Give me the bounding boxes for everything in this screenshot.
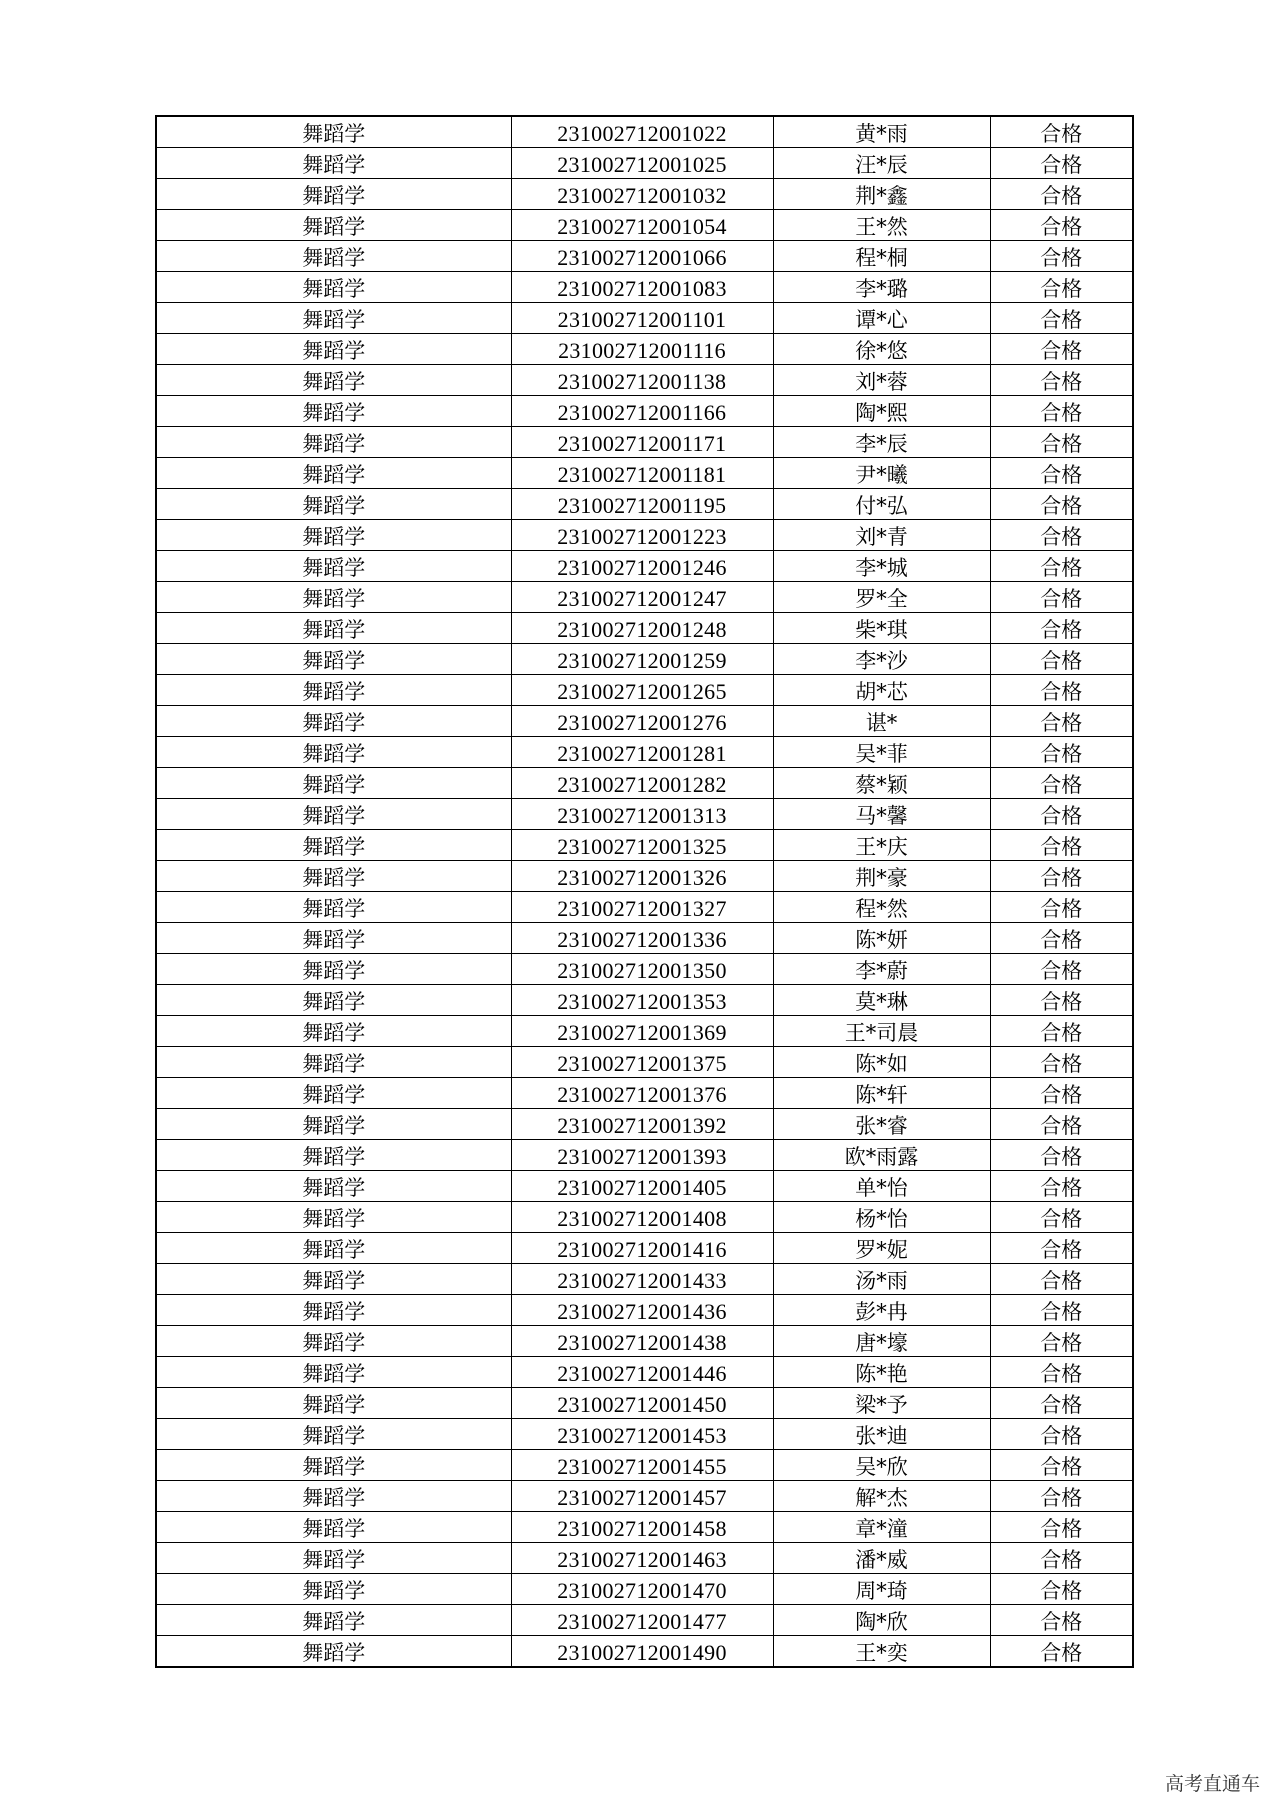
major-cell: 舞蹈学 xyxy=(156,1605,511,1636)
candidate-id-cell: 231002712001259 xyxy=(511,644,773,675)
major-cell: 舞蹈学 xyxy=(156,1388,511,1419)
candidate-id-cell: 231002712001166 xyxy=(511,396,773,427)
name-cell: 彭*冉 xyxy=(773,1295,990,1326)
candidate-id-cell: 231002712001066 xyxy=(511,241,773,272)
name-cell: 荆*鑫 xyxy=(773,179,990,210)
table-row xyxy=(156,365,1133,396)
name-cell: 陈*如 xyxy=(773,1047,990,1078)
name-cell: 程*桐 xyxy=(773,241,990,272)
candidate-id-cell: 231002712001393 xyxy=(511,1140,773,1171)
major-cell: 舞蹈学 xyxy=(156,1636,511,1668)
result-cell: 合格 xyxy=(990,1326,1133,1357)
table-row xyxy=(156,427,1133,458)
table-row xyxy=(156,1295,1133,1326)
result-cell: 合格 xyxy=(990,644,1133,675)
table-row xyxy=(156,1419,1133,1450)
candidate-id-cell: 231002712001223 xyxy=(511,520,773,551)
major-cell: 舞蹈学 xyxy=(156,675,511,706)
name-cell: 刘*青 xyxy=(773,520,990,551)
table-row xyxy=(156,1047,1133,1078)
result-cell: 合格 xyxy=(990,1574,1133,1605)
major-cell: 舞蹈学 xyxy=(156,1357,511,1388)
candidate-id-cell: 231002712001276 xyxy=(511,706,773,737)
candidate-id-cell: 231002712001405 xyxy=(511,1171,773,1202)
major-cell: 舞蹈学 xyxy=(156,458,511,489)
table-row xyxy=(156,768,1133,799)
name-cell: 汪*辰 xyxy=(773,148,990,179)
result-cell: 合格 xyxy=(990,768,1133,799)
name-cell: 马*馨 xyxy=(773,799,990,830)
result-cell: 合格 xyxy=(990,427,1133,458)
name-cell: 李*城 xyxy=(773,551,990,582)
table-row xyxy=(156,116,1133,148)
result-cell: 合格 xyxy=(990,1512,1133,1543)
result-cell: 合格 xyxy=(990,116,1133,148)
major-cell: 舞蹈学 xyxy=(156,365,511,396)
result-cell: 合格 xyxy=(990,458,1133,489)
name-cell: 章*潼 xyxy=(773,1512,990,1543)
table-row xyxy=(156,1202,1133,1233)
table-row xyxy=(156,1512,1133,1543)
major-cell: 舞蹈学 xyxy=(156,582,511,613)
table-row xyxy=(156,954,1133,985)
table-row xyxy=(156,396,1133,427)
name-cell: 陈*妍 xyxy=(773,923,990,954)
result-cell: 合格 xyxy=(990,1233,1133,1264)
candidate-id-cell: 231002712001458 xyxy=(511,1512,773,1543)
major-cell: 舞蹈学 xyxy=(156,427,511,458)
major-cell: 舞蹈学 xyxy=(156,1450,511,1481)
candidate-id-cell: 231002712001101 xyxy=(511,303,773,334)
major-cell: 舞蹈学 xyxy=(156,1543,511,1574)
candidate-id-cell: 231002712001416 xyxy=(511,1233,773,1264)
result-cell: 合格 xyxy=(990,1109,1133,1140)
name-cell: 唐*壕 xyxy=(773,1326,990,1357)
table-row xyxy=(156,613,1133,644)
result-cell: 合格 xyxy=(990,799,1133,830)
candidate-id-cell: 231002712001181 xyxy=(511,458,773,489)
name-cell: 罗*全 xyxy=(773,582,990,613)
major-cell: 舞蹈学 xyxy=(156,892,511,923)
result-cell: 合格 xyxy=(990,1047,1133,1078)
table-row xyxy=(156,334,1133,365)
name-cell: 尹*曦 xyxy=(773,458,990,489)
table-row xyxy=(156,1450,1133,1481)
candidate-id-cell: 231002712001369 xyxy=(511,1016,773,1047)
name-cell: 蔡*颖 xyxy=(773,768,990,799)
candidate-id-cell: 231002712001438 xyxy=(511,1326,773,1357)
candidate-id-cell: 231002712001450 xyxy=(511,1388,773,1419)
candidate-id-cell: 231002712001436 xyxy=(511,1295,773,1326)
major-cell: 舞蹈学 xyxy=(156,1419,511,1450)
candidate-id-cell: 231002712001457 xyxy=(511,1481,773,1512)
candidate-id-cell: 231002712001455 xyxy=(511,1450,773,1481)
name-cell: 欧*雨露 xyxy=(773,1140,990,1171)
table-row xyxy=(156,489,1133,520)
name-cell: 杨*怡 xyxy=(773,1202,990,1233)
candidate-id-cell: 231002712001470 xyxy=(511,1574,773,1605)
major-cell: 舞蹈学 xyxy=(156,1481,511,1512)
table-row xyxy=(156,272,1133,303)
candidate-id-cell: 231002712001477 xyxy=(511,1605,773,1636)
table-row xyxy=(156,861,1133,892)
table-row xyxy=(156,1326,1133,1357)
table-row xyxy=(156,799,1133,830)
name-cell: 李*璐 xyxy=(773,272,990,303)
table-row xyxy=(156,458,1133,489)
result-cell: 合格 xyxy=(990,613,1133,644)
result-cell: 合格 xyxy=(990,582,1133,613)
name-cell: 付*弘 xyxy=(773,489,990,520)
table-row xyxy=(156,1078,1133,1109)
name-cell: 张*睿 xyxy=(773,1109,990,1140)
major-cell: 舞蹈学 xyxy=(156,954,511,985)
result-cell: 合格 xyxy=(990,210,1133,241)
table-row xyxy=(156,1574,1133,1605)
table-row xyxy=(156,1109,1133,1140)
major-cell: 舞蹈学 xyxy=(156,1016,511,1047)
name-cell: 李*沙 xyxy=(773,644,990,675)
candidate-id-cell: 231002712001313 xyxy=(511,799,773,830)
result-cell: 合格 xyxy=(990,396,1133,427)
name-cell: 陶*熙 xyxy=(773,396,990,427)
name-cell: 潘*威 xyxy=(773,1543,990,1574)
name-cell: 周*琦 xyxy=(773,1574,990,1605)
candidate-id-cell: 231002712001248 xyxy=(511,613,773,644)
result-cell: 合格 xyxy=(990,861,1133,892)
candidate-id-cell: 231002712001376 xyxy=(511,1078,773,1109)
name-cell: 陈*轩 xyxy=(773,1078,990,1109)
table-row xyxy=(156,1140,1133,1171)
candidate-id-cell: 231002712001353 xyxy=(511,985,773,1016)
result-cell: 合格 xyxy=(990,1140,1133,1171)
major-cell: 舞蹈学 xyxy=(156,1078,511,1109)
name-cell: 陶*欣 xyxy=(773,1605,990,1636)
result-cell: 合格 xyxy=(990,148,1133,179)
table-row xyxy=(156,892,1133,923)
name-cell: 王*奕 xyxy=(773,1636,990,1668)
table-row xyxy=(156,644,1133,675)
result-cell: 合格 xyxy=(990,1450,1133,1481)
table-row xyxy=(156,303,1133,334)
major-cell: 舞蹈学 xyxy=(156,1574,511,1605)
major-cell: 舞蹈学 xyxy=(156,1264,511,1295)
candidate-id-cell: 231002712001326 xyxy=(511,861,773,892)
name-cell: 胡*芯 xyxy=(773,675,990,706)
candidate-id-cell: 231002712001054 xyxy=(511,210,773,241)
major-cell: 舞蹈学 xyxy=(156,303,511,334)
result-cell: 合格 xyxy=(990,1078,1133,1109)
major-cell: 舞蹈学 xyxy=(156,830,511,861)
candidate-id-cell: 231002712001246 xyxy=(511,551,773,582)
name-cell: 李*辰 xyxy=(773,427,990,458)
major-cell: 舞蹈学 xyxy=(156,334,511,365)
table-row xyxy=(156,1233,1133,1264)
table-row xyxy=(156,675,1133,706)
result-cell: 合格 xyxy=(990,489,1133,520)
candidate-id-cell: 231002712001022 xyxy=(511,116,773,148)
result-cell: 合格 xyxy=(990,334,1133,365)
name-cell: 程*然 xyxy=(773,892,990,923)
table-row xyxy=(156,830,1133,861)
candidate-id-cell: 231002712001408 xyxy=(511,1202,773,1233)
name-cell: 单*怡 xyxy=(773,1171,990,1202)
table-row xyxy=(156,1264,1133,1295)
major-cell: 舞蹈学 xyxy=(156,644,511,675)
major-cell: 舞蹈学 xyxy=(156,1295,511,1326)
major-cell: 舞蹈学 xyxy=(156,116,511,148)
result-cell: 合格 xyxy=(990,923,1133,954)
result-cell: 合格 xyxy=(990,1481,1133,1512)
name-cell: 梁*予 xyxy=(773,1388,990,1419)
table-row xyxy=(156,985,1133,1016)
major-cell: 舞蹈学 xyxy=(156,706,511,737)
table-row xyxy=(156,737,1133,768)
result-cell: 合格 xyxy=(990,1605,1133,1636)
candidate-id-cell: 231002712001247 xyxy=(511,582,773,613)
candidate-id-cell: 231002712001138 xyxy=(511,365,773,396)
name-cell: 李*蔚 xyxy=(773,954,990,985)
table-row xyxy=(156,1605,1133,1636)
result-cell: 合格 xyxy=(990,892,1133,923)
result-cell: 合格 xyxy=(990,1636,1133,1668)
candidate-id-cell: 231002712001025 xyxy=(511,148,773,179)
major-cell: 舞蹈学 xyxy=(156,1140,511,1171)
table-row xyxy=(156,520,1133,551)
results-table-body xyxy=(156,116,1133,1667)
candidate-id-cell: 231002712001327 xyxy=(511,892,773,923)
major-cell: 舞蹈学 xyxy=(156,520,511,551)
table-row xyxy=(156,1016,1133,1047)
major-cell: 舞蹈学 xyxy=(156,985,511,1016)
candidate-id-cell: 231002712001325 xyxy=(511,830,773,861)
table-row xyxy=(156,1357,1133,1388)
candidate-id-cell: 231002712001433 xyxy=(511,1264,773,1295)
major-cell: 舞蹈学 xyxy=(156,148,511,179)
result-cell: 合格 xyxy=(990,179,1133,210)
result-cell: 合格 xyxy=(990,1419,1133,1450)
candidate-id-cell: 231002712001281 xyxy=(511,737,773,768)
result-cell: 合格 xyxy=(990,551,1133,582)
result-cell: 合格 xyxy=(990,985,1133,1016)
result-cell: 合格 xyxy=(990,365,1133,396)
result-cell: 合格 xyxy=(990,1202,1133,1233)
name-cell: 谭*心 xyxy=(773,303,990,334)
result-cell: 合格 xyxy=(990,1357,1133,1388)
table-row xyxy=(156,551,1133,582)
name-cell: 张*迪 xyxy=(773,1419,990,1450)
table-row xyxy=(156,1171,1133,1202)
table-row xyxy=(156,241,1133,272)
name-cell: 罗*妮 xyxy=(773,1233,990,1264)
major-cell: 舞蹈学 xyxy=(156,861,511,892)
major-cell: 舞蹈学 xyxy=(156,923,511,954)
candidate-id-cell: 231002712001265 xyxy=(511,675,773,706)
table-row xyxy=(156,1481,1133,1512)
candidate-id-cell: 231002712001490 xyxy=(511,1636,773,1668)
major-cell: 舞蹈学 xyxy=(156,799,511,830)
result-cell: 合格 xyxy=(990,675,1133,706)
name-cell: 荆*豪 xyxy=(773,861,990,892)
result-cell: 合格 xyxy=(990,830,1133,861)
table-row xyxy=(156,706,1133,737)
major-cell: 舞蹈学 xyxy=(156,768,511,799)
major-cell: 舞蹈学 xyxy=(156,1326,511,1357)
name-cell: 解*杰 xyxy=(773,1481,990,1512)
result-cell: 合格 xyxy=(990,520,1133,551)
candidate-id-cell: 231002712001083 xyxy=(511,272,773,303)
name-cell: 谌* xyxy=(773,706,990,737)
result-cell: 合格 xyxy=(990,1016,1133,1047)
result-cell: 合格 xyxy=(990,272,1133,303)
major-cell: 舞蹈学 xyxy=(156,1171,511,1202)
candidate-id-cell: 231002712001453 xyxy=(511,1419,773,1450)
major-cell: 舞蹈学 xyxy=(156,1109,511,1140)
result-cell: 合格 xyxy=(990,1171,1133,1202)
name-cell: 王*司晨 xyxy=(773,1016,990,1047)
major-cell: 舞蹈学 xyxy=(156,1233,511,1264)
major-cell: 舞蹈学 xyxy=(156,1202,511,1233)
name-cell: 陈*艳 xyxy=(773,1357,990,1388)
major-cell: 舞蹈学 xyxy=(156,737,511,768)
results-table xyxy=(155,115,1134,1668)
name-cell: 吴*菲 xyxy=(773,737,990,768)
major-cell: 舞蹈学 xyxy=(156,396,511,427)
name-cell: 黄*雨 xyxy=(773,116,990,148)
major-cell: 舞蹈学 xyxy=(156,551,511,582)
name-cell: 徐*悠 xyxy=(773,334,990,365)
table-row xyxy=(156,1636,1133,1668)
result-cell: 合格 xyxy=(990,1295,1133,1326)
major-cell: 舞蹈学 xyxy=(156,1047,511,1078)
result-cell: 合格 xyxy=(990,1388,1133,1419)
major-cell: 舞蹈学 xyxy=(156,272,511,303)
table-row xyxy=(156,582,1133,613)
major-cell: 舞蹈学 xyxy=(156,210,511,241)
name-cell: 王*庆 xyxy=(773,830,990,861)
table-row xyxy=(156,1388,1133,1419)
table-row xyxy=(156,1543,1133,1574)
candidate-id-cell: 231002712001392 xyxy=(511,1109,773,1140)
candidate-id-cell: 231002712001282 xyxy=(511,768,773,799)
result-cell: 合格 xyxy=(990,1264,1133,1295)
candidate-id-cell: 231002712001195 xyxy=(511,489,773,520)
footer-watermark: 高考直通车 xyxy=(1164,1773,1260,1795)
candidate-id-cell: 231002712001446 xyxy=(511,1357,773,1388)
table-row xyxy=(156,148,1133,179)
result-cell: 合格 xyxy=(990,954,1133,985)
candidate-id-cell: 231002712001375 xyxy=(511,1047,773,1078)
major-cell: 舞蹈学 xyxy=(156,179,511,210)
name-cell: 吴*欣 xyxy=(773,1450,990,1481)
result-cell: 合格 xyxy=(990,706,1133,737)
name-cell: 莫*琳 xyxy=(773,985,990,1016)
major-cell: 舞蹈学 xyxy=(156,241,511,272)
candidate-id-cell: 231002712001171 xyxy=(511,427,773,458)
major-cell: 舞蹈学 xyxy=(156,489,511,520)
name-cell: 刘*蓉 xyxy=(773,365,990,396)
name-cell: 汤*雨 xyxy=(773,1264,990,1295)
candidate-id-cell: 231002712001350 xyxy=(511,954,773,985)
candidate-id-cell: 231002712001336 xyxy=(511,923,773,954)
result-cell: 合格 xyxy=(990,303,1133,334)
candidate-id-cell: 231002712001463 xyxy=(511,1543,773,1574)
result-cell: 合格 xyxy=(990,1543,1133,1574)
major-cell: 舞蹈学 xyxy=(156,613,511,644)
major-cell: 舞蹈学 xyxy=(156,1512,511,1543)
table-row xyxy=(156,923,1133,954)
candidate-id-cell: 231002712001116 xyxy=(511,334,773,365)
candidate-id-cell: 231002712001032 xyxy=(511,179,773,210)
table-row xyxy=(156,179,1133,210)
result-cell: 合格 xyxy=(990,241,1133,272)
name-cell: 柴*琪 xyxy=(773,613,990,644)
name-cell: 王*然 xyxy=(773,210,990,241)
result-cell: 合格 xyxy=(990,737,1133,768)
table-row xyxy=(156,210,1133,241)
